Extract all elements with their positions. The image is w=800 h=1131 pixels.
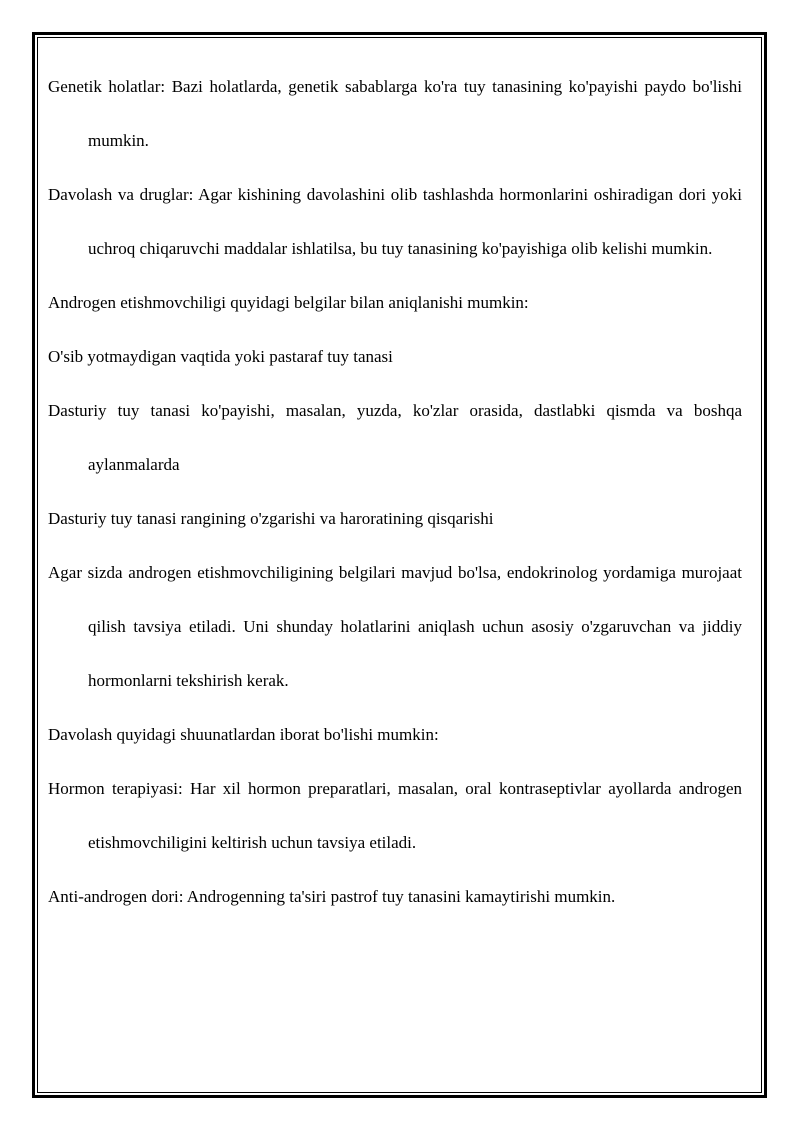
paragraph-genetic-conditions: Genetik holatlar: Bazi holatlarda, genetik sabablarga ko'ra tuy tanasining ko'payishi paydo bo'lishi mumkin. [48, 77, 742, 150]
document-body [48, 60, 742, 924]
paragraph-symptoms-intro: Androgen etishmovchiligi quyidagi belgilar bilan aniqlanishi mumkin: [48, 293, 529, 312]
paragraph-symptom-1: O'sib yotmaydigan vaqtida yoki pastaraf tuy tanasi [48, 347, 393, 366]
paragraph-endocrinologist-advice: Agar sizda androgen etishmovchiligining belgilari mavjud bo'lsa, endokrinolog yordamiga murojaat qilish tavsiya etiladi. Uni shunday holatlarini aniqlash uchun asosiy o'zgaruvchan va jiddiy hormonlarni tekshirish kerak. [48, 563, 742, 690]
paragraph-hormone-therapy: Hormon terapiyasi: Har xil hormon preparatlari, masalan, oral kontraseptivlar ayollarda androgen etishmovchiligini keltirish uchun tavsiya etiladi. [48, 779, 742, 852]
paragraph-anti-androgen: Anti-androgen dori: Androgenning ta'siri pastrof tuy tanasini kamaytirishi mumkin. [48, 887, 616, 906]
paragraph-treatment-and-drugs: Davolash va druglar: Agar kishining davolashini olib tashlashda hormonlarini oshiradigan dori yoki uchroq chiqaruvchi maddalar ishlatilsa, bu tuy tanasining ko'payishiga olib kelishi mumkin. [48, 185, 742, 258]
paragraph-symptom-2: Dasturiy tuy tanasi ko'payishi, masalan, yuzda, ko'zlar orasida, dastlabki qismda va boshqa aylanmalarda [48, 401, 742, 474]
paragraph-treatment-intro: Davolash quyidagi shuunatlardan iborat bo'lishi mumkin: [48, 725, 439, 744]
paragraph-symptom-3: Dasturiy tuy tanasi rangining o'zgarishi va haroratining qisqarishi [48, 509, 494, 528]
